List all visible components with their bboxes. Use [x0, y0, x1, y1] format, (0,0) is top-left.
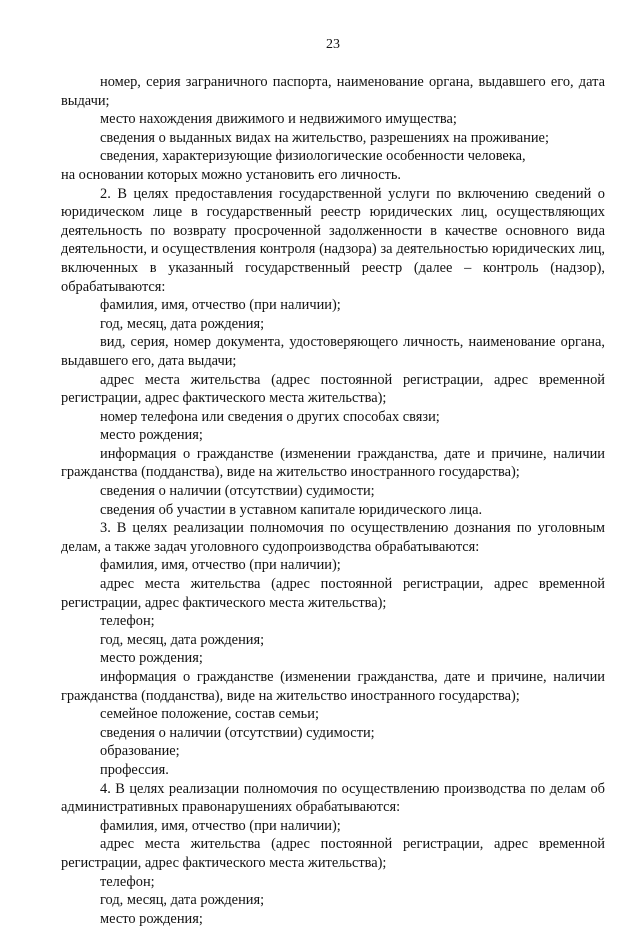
paragraph: год, месяц, дата рождения; [100, 892, 265, 909]
paragraph: информация о гражданстве (изменении гражданства, дате и причине, наличии гражданства (подданства), виде на жительство иностранного государства); [61, 669, 605, 704]
paragraph: место нахождения движимого и недвижимого имущества; [100, 111, 457, 128]
paragraph: на основании которых можно установить его личность. [61, 166, 402, 183]
paragraph: год, месяц, дата рождения; [100, 315, 265, 332]
document-body [61, 73, 605, 928]
paragraph: адрес места жительства (адрес постоянной регистрации, адрес временной регистрации, адрес фактического места жительства); [61, 576, 605, 611]
paragraph: 3. В целях реализации полномочия по осуществлению дознания по уголовным делам, а также задач уголовного судопроизводства обрабатываются: [61, 520, 605, 555]
paragraph: адрес места жительства (адрес постоянной регистрации, адрес временной регистрации, адрес фактического места жительства); [61, 836, 605, 871]
paragraph: адрес места жительства (адрес постоянной регистрации, адрес временной регистрации, адрес фактического места жительства); [61, 371, 605, 407]
paragraph: телефон; [100, 873, 155, 890]
paragraph: фамилия, имя, отчество (при наличии); [100, 817, 341, 834]
paragraph: номер, серия заграничного паспорта, наименование органа, выдавшего его, дата выдачи; [61, 74, 605, 109]
paragraph: сведения о выданных видах на жительство, разрешениях на проживание; [100, 129, 549, 146]
paragraph: сведения о наличии (отсутствии) судимости; [100, 483, 375, 500]
paragraph: информация о гражданстве (изменении гражданства, дате и причине, наличии гражданства (подданства), виде на жительство иностранного государства); [61, 445, 605, 481]
paragraph: фамилия, имя, отчество (при наличии); [100, 297, 341, 314]
paragraph: место рождения; [100, 910, 203, 927]
paragraph: номер телефона или сведения о других способах связи; [100, 408, 440, 425]
paragraph: фамилия, имя, отчество (при наличии); [100, 557, 341, 574]
page-number: 23 [326, 37, 340, 52]
paragraph: образование; [100, 743, 180, 760]
paragraph: место рождения; [100, 650, 203, 667]
paragraph: профессия. [100, 761, 169, 778]
paragraph: год, месяц, дата рождения; [100, 631, 265, 648]
paragraph: семейное положение, состав семьи; [100, 706, 319, 723]
paragraph: сведения об участии в уставном капитале юридического лица. [100, 501, 483, 518]
paragraph: сведения о наличии (отсутствии) судимости; [100, 724, 375, 741]
paragraph: 4. В целях реализации полномочия по осуществлению производства по делам об административных правонарушениях обрабатываются: [61, 780, 605, 816]
paragraph: 2. В целях предоставления государственной услуги по включению сведений о юридическом лице в государственный реестр юридических лиц, осуществляющих деятельность по возврату просроченной задолженности в качестве основного вида деятельности, и осуществления контроля (надзора) за деятельностью юридических лиц, включенных в указанный государственный реестр (далее – контроль (надзор), обрабатываются: [61, 185, 605, 295]
paragraph: вид, серия, номер документа, удостоверяющего личность, наименование органа, выдавшего его, дата выдачи; [61, 334, 605, 369]
paragraph: сведения, характеризующие физиологические особенности человека, [100, 148, 526, 165]
paragraph: телефон; [100, 613, 155, 630]
paragraph: место рождения; [100, 427, 203, 444]
